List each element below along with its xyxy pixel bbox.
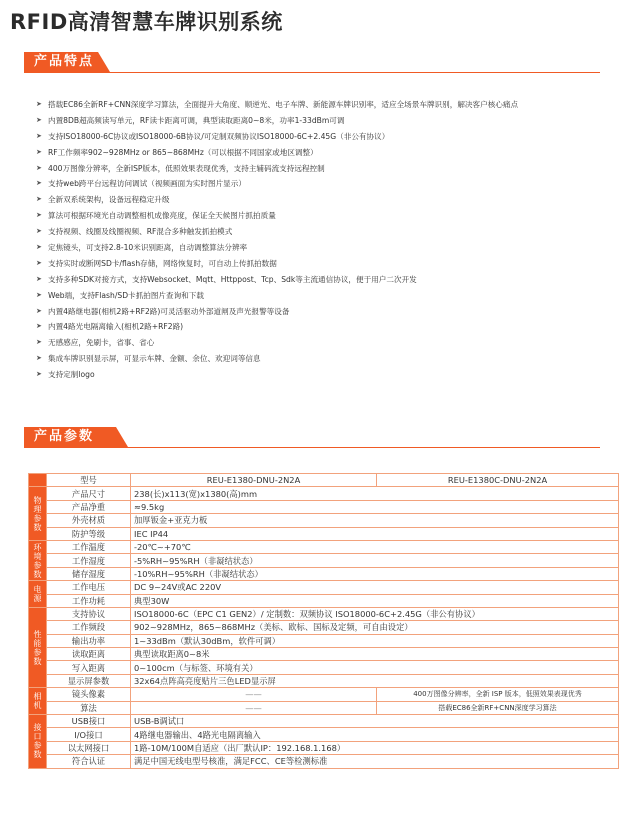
row-value: -5%RH~95%RH（非凝结状态） — [131, 554, 619, 567]
table-row — [29, 487, 619, 500]
feature-item — [36, 97, 618, 113]
group-env: 环境参数 — [29, 540, 47, 580]
feature-item — [36, 304, 618, 320]
table-row — [29, 514, 619, 527]
feature-text: 内置4路光电隔离输入(相机2路+RF2路) — [48, 322, 184, 332]
feature-text: 400万图像分辨率，全新ISP版本，低照效果表现优秀，支持主辅码流支持远程控制 — [48, 163, 325, 173]
table-row — [29, 648, 619, 661]
params-heading: 产品参数 — [34, 429, 95, 444]
row-name: 工作温度 — [47, 540, 131, 553]
feature-item — [36, 335, 618, 351]
feature-text: 支持定制logo — [48, 370, 95, 380]
row-value: 238(长)x113(宽)x1380(高)mm — [131, 487, 619, 500]
bullet-arrow-icon: ➤ — [36, 163, 42, 172]
row-value: -20℃~+70℃ — [131, 540, 619, 553]
row-name: 工作功耗 — [47, 594, 131, 607]
row-name: I/O接口 — [47, 728, 131, 741]
feature-item — [36, 351, 618, 367]
feature-item — [36, 272, 618, 288]
row-name: USB接口 — [47, 715, 131, 728]
feature-text: 内置8DB超高频读写单元，RF读卡距离可调，典型读取距离0~8米，功率1-33dBm可调 — [48, 115, 345, 125]
bullet-arrow-icon: ➤ — [36, 290, 42, 299]
feature-item — [36, 288, 618, 304]
bullet-arrow-icon: ➤ — [36, 274, 42, 283]
feature-item — [36, 208, 618, 224]
table-row — [29, 607, 619, 620]
table-row — [29, 540, 619, 553]
feature-item — [36, 319, 618, 335]
row-name: 算法 — [47, 701, 131, 714]
table-row — [29, 688, 619, 701]
model-a: REU-E1380-DNU-2N2A — [131, 474, 377, 487]
row-name: 工作电压 — [47, 581, 131, 594]
row-name: 产品净重 — [47, 500, 131, 513]
row-name: 符合认证 — [47, 755, 131, 768]
row-value-b: 400万图像分辨率，全新 ISP 版本，低照效果表现优秀 — [377, 688, 619, 701]
row-name: 写入距离 — [47, 661, 131, 674]
feature-text: 全新双系统架构，设备远程稳定升级 — [48, 195, 170, 205]
row-value: USB-B调试口 — [131, 715, 619, 728]
bullet-arrow-icon: ➤ — [36, 338, 42, 347]
feature-item — [36, 113, 618, 129]
bullet-arrow-icon: ➤ — [36, 115, 42, 124]
bullet-arrow-icon: ➤ — [36, 227, 42, 236]
row-name: 读取距离 — [47, 648, 131, 661]
feature-item — [36, 367, 618, 383]
row-value: 1路-10M/100M自适应（出厂默认IP：192.168.1.168） — [131, 741, 619, 754]
row-value-b: 搭载EC86全新RF+CNN深度学习算法 — [377, 701, 619, 714]
table-row — [29, 661, 619, 674]
row-name: 镜头像素 — [47, 688, 131, 701]
group-perf: 性能参数 — [29, 607, 47, 687]
bullet-arrow-icon: ➤ — [36, 306, 42, 315]
feature-text: 支持ISO18000-6C协议或ISO18000-6B协议/可定制双频协议ISO18000-6C+2.45G（非公有协议） — [48, 131, 390, 141]
params-heading-tag — [24, 427, 94, 447]
bullet-arrow-icon: ➤ — [36, 211, 42, 220]
table-row — [29, 594, 619, 607]
features-heading-tag — [24, 52, 94, 72]
row-name: 防护等级 — [47, 527, 131, 540]
feature-text: 搭载EC86全新RF+CNN深度学习算法，全面提升大角度、顺逆光、电子车牌、新能源车牌识别率，适应全场景车牌识别，解决客户核心痛点 — [48, 100, 519, 109]
row-name: 产品尺寸 — [47, 487, 131, 500]
bullet-arrow-icon: ➤ — [36, 179, 42, 188]
feature-text: 支持视频、线圈及线圈视频、RF混合多种触发抓拍模式 — [48, 227, 233, 237]
row-value: ISO18000-6C（EPC C1 GEN2）/ 定制数：双频协议 ISO18000-6C+2.45G（非公有协议） — [131, 607, 619, 620]
table-row — [29, 581, 619, 594]
row-name: 外壳材质 — [47, 514, 131, 527]
feature-text: 内置4路继电器(相机2路+RF2路)可灵活驱动外部道闸及声光报警等设备 — [48, 306, 290, 316]
table-row — [29, 554, 619, 567]
feature-item — [36, 192, 618, 208]
bullet-arrow-icon: ➤ — [36, 243, 42, 252]
table-row — [29, 500, 619, 513]
divider — [24, 447, 600, 448]
table-row — [29, 755, 619, 768]
row-value: 典型30W — [131, 594, 619, 607]
feature-item — [36, 224, 618, 240]
feature-item — [36, 145, 618, 161]
row-value-a: —— — [131, 701, 377, 714]
bullet-arrow-icon: ➤ — [36, 322, 42, 331]
feature-item — [36, 256, 618, 272]
row-value: 32x64点阵高亮度贴片三色LED显示屏 — [131, 674, 619, 687]
feature-text: 无感感应，免刷卡，省事、省心 — [48, 338, 155, 348]
row-value: 典型读取距离0~8米 — [131, 648, 619, 661]
spec-table — [28, 473, 619, 769]
bullet-arrow-icon: ➤ — [36, 100, 42, 108]
row-value: 满足中国无线电型号核准，满足FCC、CE等检测标准 — [131, 755, 619, 768]
table-row — [29, 634, 619, 647]
features-heading: 产品特点 — [34, 54, 95, 69]
bullet-arrow-icon: ➤ — [36, 131, 42, 140]
bullet-arrow-icon: ➤ — [36, 370, 42, 379]
table-row — [29, 741, 619, 754]
feature-item — [36, 176, 618, 192]
feature-text: Web端，支持Flash/SD卡抓拍图片查询和下载 — [48, 290, 204, 300]
bullet-arrow-icon: ➤ — [36, 147, 42, 156]
group-iface: 接口参数 — [29, 715, 47, 769]
group-physical: 物理参数 — [29, 487, 47, 541]
group-power: 电源 — [29, 581, 47, 608]
feature-text: 算法可根据环境光自动调整相机成像亮度，保证全天候图片抓拍质量 — [48, 211, 276, 221]
table-row — [29, 674, 619, 687]
feature-text: 支持web跨平台远程访问调试（视频画面为实时图片显示） — [48, 179, 246, 189]
row-name: 储存湿度 — [47, 567, 131, 580]
row-value: DC 9~24V或AC 220V — [131, 581, 619, 594]
row-name: 工作频段 — [47, 621, 131, 634]
model-label: 型号 — [47, 474, 131, 487]
row-value: 加厚钣金+亚克力板 — [131, 514, 619, 527]
row-value: -10%RH~95%RH（非凝结状态） — [131, 567, 619, 580]
row-name: 输出功率 — [47, 634, 131, 647]
table-row — [29, 567, 619, 580]
row-value: 4路继电器输出、4路光电隔离输入 — [131, 728, 619, 741]
group-camera: 相机 — [29, 688, 47, 715]
row-name: 以太网接口 — [47, 741, 131, 754]
feature-item — [36, 161, 618, 177]
feature-text: RF工作频率902~928MHz or 865~868MHz（可以根据不同国家或地区调整） — [48, 147, 318, 157]
table-row — [29, 621, 619, 634]
table-row — [29, 474, 619, 487]
model-b: REU-E1380C-DNU-2N2A — [377, 474, 619, 487]
feature-text: 定焦镜头，可支持2.8-10米识别距离，自动调整算法分辨率 — [48, 243, 248, 253]
row-name: 支持协议 — [47, 607, 131, 620]
bullet-arrow-icon: ➤ — [36, 258, 42, 267]
feature-text: 集成车牌识别显示屏，可显示车牌、金额、余位、欢迎词等信息 — [48, 354, 261, 364]
feature-text: 支持实时或断网SD卡/flash存储，网络恢复时，可自动上传抓拍数据 — [48, 258, 277, 268]
row-value-a: —— — [131, 688, 377, 701]
row-name: 显示屏参数 — [47, 674, 131, 687]
divider — [24, 72, 600, 73]
row-name: 工作湿度 — [47, 554, 131, 567]
feature-item — [36, 240, 618, 256]
feature-item — [36, 129, 618, 145]
row-value: 0~100cm（与标签、环境有关） — [131, 661, 619, 674]
bullet-arrow-icon: ➤ — [36, 195, 42, 204]
row-value: ≈9.5kg — [131, 500, 619, 513]
bullet-arrow-icon: ➤ — [36, 354, 42, 363]
table-row — [29, 728, 619, 741]
table-row — [29, 527, 619, 540]
row-value: IEC IP44 — [131, 527, 619, 540]
row-value: 1~33dBm（默认30dBm，软件可调） — [131, 634, 619, 647]
row-value: 902~928MHz，865~868MHz（美标、欧标、国标及定频，可自由设定） — [131, 621, 619, 634]
table-row — [29, 715, 619, 728]
table-row — [29, 701, 619, 714]
features-list — [36, 97, 618, 383]
feature-text: 支持多种SDK对接方式，支持Websocket、Mqtt、Httppost、Tcp、Sdk等主流通信协议，便于用户二次开发 — [48, 274, 417, 284]
page-title: RFID高清智慧车牌识别系统 — [10, 10, 283, 34]
